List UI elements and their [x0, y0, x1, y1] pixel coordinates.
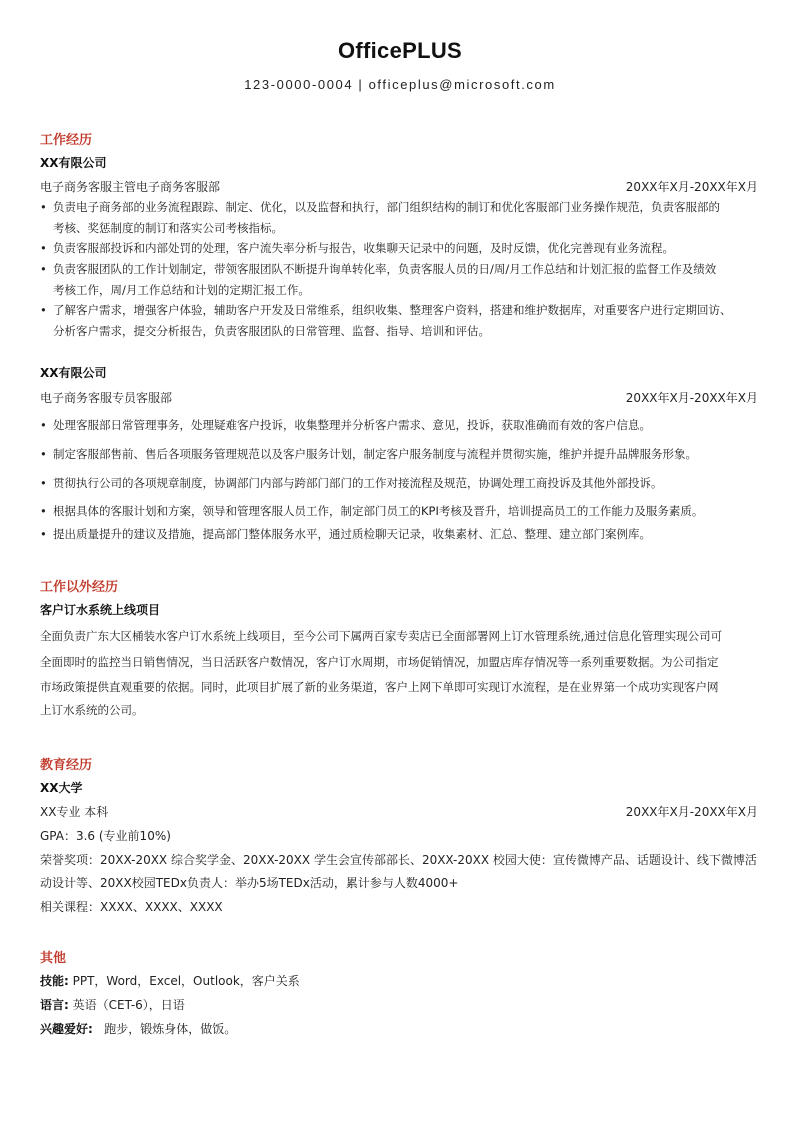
bullet-item: • 了解客户需求，增强客户体验，辅助客户开发及日常维系，组织收集、整理客户资料，搭建和维护数据库，对重要客户进行定期回访、: [40, 302, 732, 318]
bullet-item: • 提出质量提升的建议及措施，提高部门整体服务水平，通过质检聊天记录，收集素材、汇总、整理、建立部门案例库。: [40, 526, 651, 542]
courses: 相关课程：XXXX、XXXX、XXXX: [40, 900, 223, 914]
skills-value: PPT，Word，Excel，Outlook，客户关系: [68, 974, 300, 988]
section-title-extra: 工作以外经历: [40, 580, 119, 595]
hobby-row: [40, 1020, 236, 1037]
bullet-item: • 制定客服部售前、售后各项服务管理规范以及客户服务计划，制定客户服务制度与流程并贯彻实施，维护并提升品牌服务形象。: [40, 446, 697, 462]
bullet-item-cont: 考核工作，周/月工作总结和计划的定期汇报工作。: [53, 283, 310, 297]
bullet-item: • 处理客服部日常管理事务，处理疑难客户投诉，收集整理并分析客户需求、意见，投诉，获取准确而有效的客户信息。: [40, 417, 651, 433]
section-title-other: 其他: [40, 951, 67, 966]
project-name: 客户订水系统上线项目: [40, 603, 161, 617]
school-name: XX大学: [40, 781, 83, 795]
skills-row: [40, 972, 300, 989]
project-desc-line: 全面即时的监控当日销售情况，当日活跃客户数情况，客户订水周期，市场促销情况，加盟店库存情况等一系列重要数据。为公司指定: [40, 655, 719, 669]
bullet-item: • 负责客服团队的工作计划制定，带领客服团队不断提升询单转化率，负责客服人员的日/周/月工作总结和计划汇报的监督工作及绩效: [40, 261, 716, 277]
bullet-item: • 贯彻执行公司的各项规章制度，协调部门内部与跨部门部门的工作对接流程及规范，协调处理工商投诉及其他外部投诉。: [40, 475, 663, 491]
company-name: XX有限公司: [40, 156, 107, 170]
gpa: GPA：3.6 (专业前10%): [40, 829, 171, 843]
project-desc-line: 上订水系统的公司。: [40, 703, 144, 717]
contact-line: 123-0000-0004 | officeplus@microsoft.com: [244, 77, 556, 92]
hobby-label: 兴趣爱好:: [40, 1022, 93, 1036]
honors-line: 荣誉奖项：20XX-20XX 综合奖学金、20XX-20XX 学生会宣传部部长、20XX-20XX 校园大使：宣传微博产品、话题设计、线下微博活: [40, 853, 757, 867]
company-name: XX有限公司: [40, 366, 107, 380]
language-row: [40, 996, 185, 1013]
education-date: 20XX年X月-20XX年X月: [625, 805, 758, 819]
honors-line: 动设计等、20XX校园TEDx负责人：举办5场TEDx活动，累计参与人数4000+: [40, 876, 459, 890]
section-title-education: 教育经历: [40, 758, 93, 773]
language-value: 英语（CET-6），日语: [68, 998, 185, 1012]
project-desc-line: 全面负责广东大区桶装水客户订水系统上线项目，至今公司下属两百家专卖店已全面部署网上订水管理系统,通过信息化管理实现公司可: [40, 629, 723, 643]
project-desc-line: 市场政策提供直观重要的依据。同时，此项目扩展了新的业务渠道，客户上网下单即可实现订水流程，是在业界第一个成功实现客户网: [40, 680, 719, 694]
job-role: 电子商务客服主管电子商务客服部: [40, 180, 221, 194]
bullet-item-cont: 考核、奖惩制度的制订和落实公司考核指标。: [53, 221, 283, 235]
section-title-work: 工作经历: [40, 133, 93, 148]
job-date: 20XX年X月-20XX年X月: [625, 391, 758, 405]
candidate-name: OfficePLUS: [337, 38, 463, 63]
bullet-item: • 负责客服部投诉和内部处罚的处理，客户流失率分析与报告，收集聊天记录中的问题，及时反馈，优化完善现有业务流程。: [40, 240, 674, 256]
bullet-item: • 根据具体的客服计划和方案，领导和管理客服人员工作，制定部门员工的KPI考核及晋升，培训提高员工的工作能力及服务素质。: [40, 503, 703, 519]
major: XX专业 本科: [40, 805, 109, 819]
bullet-item-cont: 分析客户需求，提交分析报告，负责客服团队的日常管理、监督、指导、培训和评估。: [53, 324, 490, 338]
language-label: 语言:: [40, 998, 69, 1012]
skills-label: 技能:: [40, 974, 69, 988]
bullet-item: • 负责电子商务部的业务流程跟踪、制定、优化，以及监督和执行，部门组织结构的制订和优化客服部门业务操作规范，负责客服部的: [40, 199, 720, 215]
job-date: 20XX年X月-20XX年X月: [625, 180, 758, 194]
job-role: 电子商务客服专员客服部: [40, 391, 173, 405]
hobby-value: 跑步，锻炼身体，做饭。: [92, 1022, 237, 1036]
